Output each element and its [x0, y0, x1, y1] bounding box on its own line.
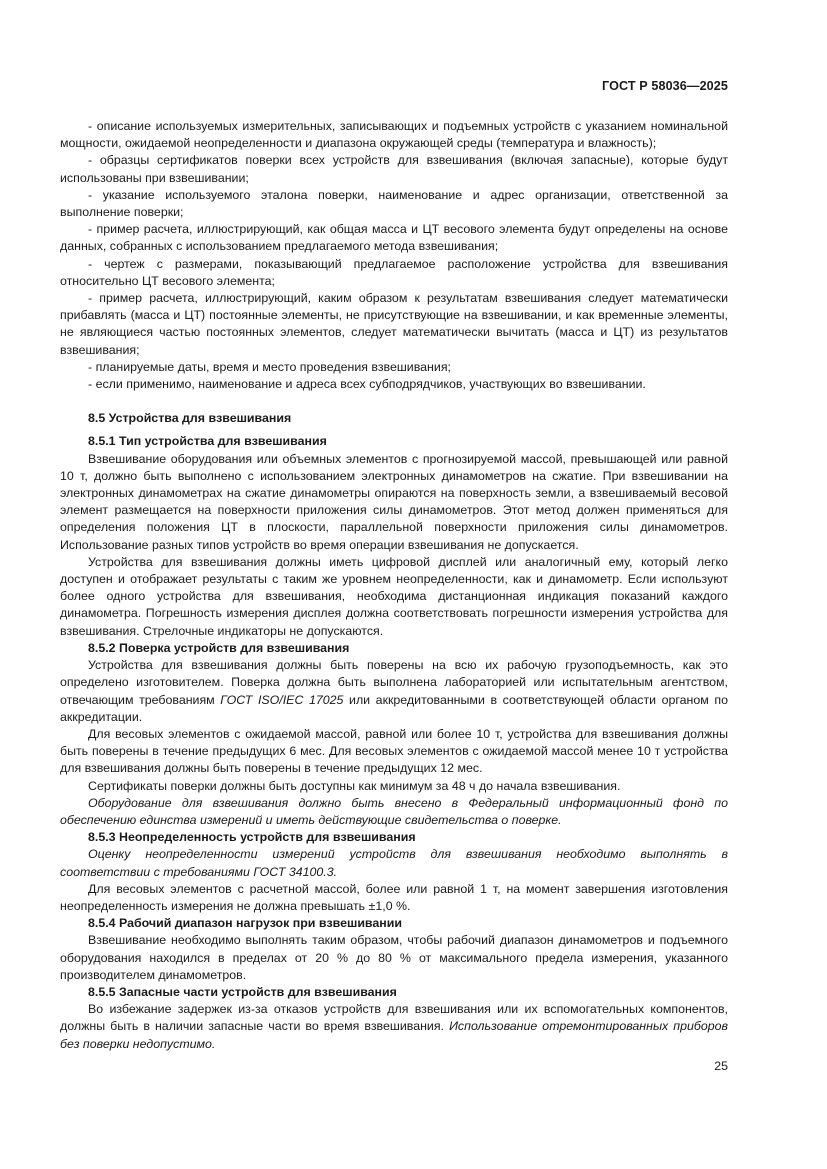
page-number: 25 [714, 1059, 728, 1073]
standard-reference: ГОСТ ISO/IEC 17025 [220, 692, 344, 707]
list-item: - планируемые даты, время и место проведения взвешивания; [88, 359, 451, 374]
paragraph: Устройства для взвешивания должны иметь цифровой дисплей или аналогичный ему, который легко доступен и отображает результаты с таким же уровнем неопределенности, как и динамометр. Если используют более одного устройства для взвешивания, необходима дистанционная индикация показаний каждого динамометра. Погрешность измерения дисплея должна соответствовать погрешности измерения устройства для взвешивания. Стрелочные индикаторы не допускаются. [60, 554, 728, 638]
paragraph: Взвешивание необходимо выполнять таким образом, чтобы рабочий диапазон динамометров и подъемного оборудования находился в пределах от 20 % до 80 % от максимального предела измерения, указанного производителем динамометров. [60, 933, 728, 982]
list-item: - образцы сертификатов поверки всех устройств для взвешивания (включая запасные), которые будут использованы при взвешивании; [60, 153, 728, 185]
paragraph: Взвешивание оборудования или объемных элементов с прогнозируемой массой, превышающей или равной 10 т, должно быть выполнено с использованием электронных динамометров на сжатие. При взвешивании на электронных динамометрах на сжатие динамометры опираются на поверхность земли, а взвешиваемый весовой элемент размещается на поверхности приложения силы динамометров. Этот метод должен применяться для определения положения ЦТ в плоскости, параллельной поверхности приложения силы динамометров. Использование разных типов устройств во время операции взвешивания не допускается. [60, 451, 728, 552]
paragraph [60, 1001, 728, 1053]
document-id-header: ГОСТ Р 58036—2025 [602, 79, 728, 93]
paragraph-text: или аккредитованными в соответствующей области органом по аккредитации. [60, 692, 728, 724]
paragraph: Сертификаты поверки должны быть доступны как минимум за 48 ч до начала взвешивания. [88, 778, 621, 793]
italic-paragraph: Оценку неопределенности измерений устройств для взвешивания необходимо выполнять в соответствии с требованиями ГОСТ 34100.3. [60, 847, 728, 879]
list-item: - описание используемых измерительных, записывающих и подъемных устройств с указанием номинальной мощности, ожидаемой неопределенности и диапазона окружающей среды (температура и влажность); [60, 119, 728, 151]
italic-paragraph: Оборудование для взвешивания должно быть внесено в Федеральный информационный фонд по обеспечению единства измерений и иметь действующие свидетельства о поверке. [60, 795, 728, 827]
paragraph [60, 657, 728, 726]
list-item: - пример расчета, иллюстрирующий, как общая масса и ЦТ весового элемента будут определены на основе данных, собранных с использованием предлагаемого метода взвешивания; [60, 222, 728, 254]
subsection-heading-8-5-2: 8.5.2 Поверка устройств для взвешивания [88, 640, 350, 655]
list-item: - если применимо, наименование и адреса всех субподрядчиков, участвующих во взвешивании. [88, 377, 646, 392]
subsection-heading-8-5-4: 8.5.4 Рабочий диапазон нагрузок при взвешивании [88, 916, 402, 931]
list-item: - чертеж с размерами, показывающий предлагаемое расположение устройства для взвешивания относительно ЦТ весового элемента; [60, 256, 728, 288]
paragraph: Для весовых элементов с расчетной массой, более или равной 1 т, на момент завершения изготовления неопределенность измерения не должна превышать ±1,0 %. [60, 881, 728, 913]
page-content [60, 118, 728, 1053]
paragraph-text: Устройства для взвешивания должны быть поверены на всю их рабочую грузоподъемность, как это определено изготовителем. Поверка должна быть выполнена лабораторией или испытательным агентством, отвечающим требованиям [60, 658, 728, 707]
subsection-heading-8-5-5: 8.5.5 Запасные части устройств для взвешивания [88, 984, 397, 999]
subsection-heading-8-5-1: 8.5.1 Тип устройства для взвешивания [88, 434, 327, 449]
paragraph-text: Во избежание задержек из-за отказов устройств для взвешивания или их вспомогательных компонентов, должны быть в наличии запасные части во время взвешивания. [60, 1002, 728, 1034]
paragraph: Для весовых элементов с ожидаемой массой, равной или более 10 т, устройства для взвешивания должны быть поверены в течение предыдущих 6 мес. Для весовых элементов с ожидаемой массой менее 10 т устройства для взвешивания должны быть поверены в течение предыдущих 12 мес. [60, 726, 728, 776]
list-item: - указание используемого эталона поверки, наименование и адрес организации, ответственной за выполнение поверки; [60, 187, 728, 220]
section-heading-8-5: 8.5 Устройства для взвешивания [88, 411, 292, 426]
italic-sentence: Использование отремонтированных приборов без поверки недопустимо. [60, 1019, 729, 1051]
subsection-heading-8-5-3: 8.5.3 Неопределенность устройств для взвешивания [88, 830, 416, 845]
list-item: - пример расчета, иллюстрирующий, каким образом к результатам взвешивания следует математически прибавлять (масса и ЦТ) постоянные элементы, не присутствующие на взвешивании, и как временные элементы, не являющиеся частью постоянных элементов, следует математически вычитать (масса и ЦТ) из результатов взвешивания; [60, 291, 728, 357]
